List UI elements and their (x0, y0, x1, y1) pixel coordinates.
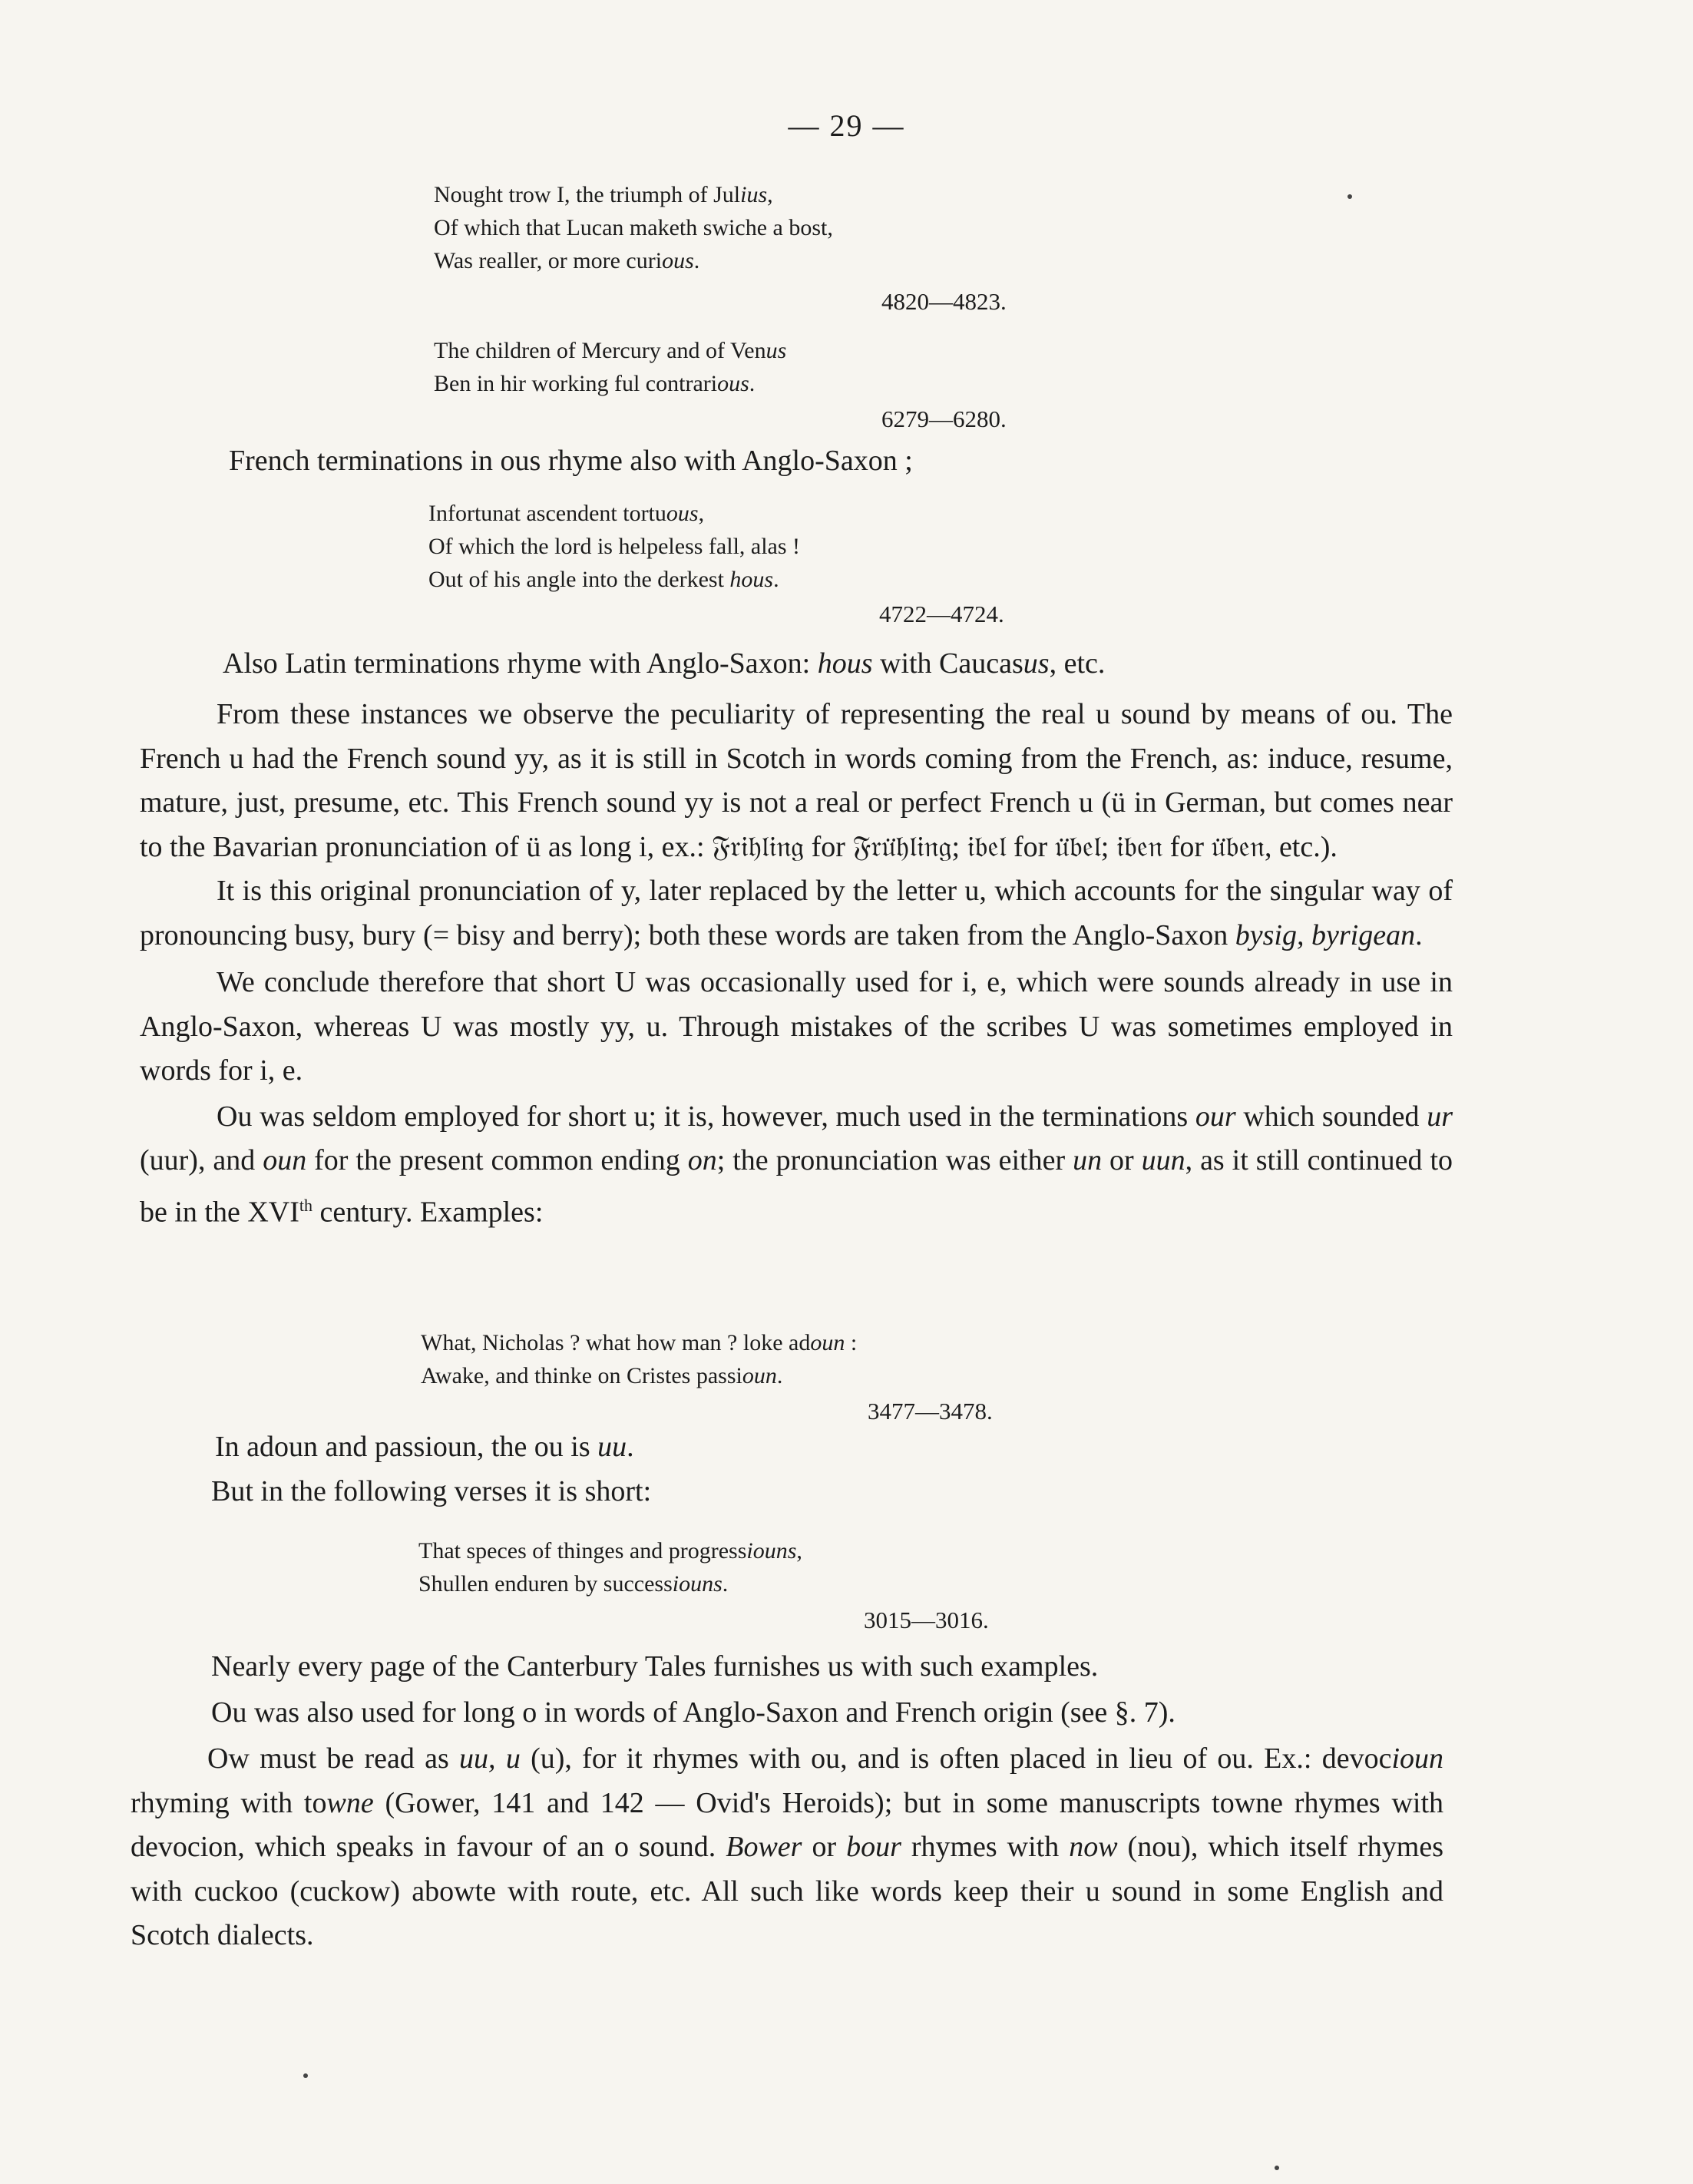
verse-block-4 (421, 1326, 857, 1392)
body-line: Ou was also used for long o in words of Anglo-Saxon and French origin (see §. 7). (211, 1696, 1176, 1729)
line-reference: 4820—4823. (881, 288, 1007, 315)
paragraph: From these instances we observe the peculiarity of representing the real u sound by means of ou. The French u had the French sound yy, as it is still in Scotch in words coming from the French, as: induce, resume, mature, just, presume, etc. This French sound yy is not a real or perfect French u (ü in German, but comes near to the Bavarian pronunciation of ü as long i, ex.: 𝔉𝔯𝔦𝔥𝔩𝔦𝔫𝔤 for 𝔉𝔯𝔲̈𝔥𝔩𝔦𝔫𝔤; 𝔦𝔟𝔢𝔩 for 𝔲̈𝔟𝔢𝔩; 𝔦𝔟𝔢𝔫 for 𝔲̈𝔟𝔢𝔫, etc.). (140, 698, 1453, 863)
body-text (140, 693, 1453, 1235)
verse-line: The children of Mercury and of Venus (434, 338, 787, 363)
paragraph: Ow must be read as uu, u (u), for it rhymes with ou, and is often placed in lieu of ou. Ex.: devocioun rhyming with towne (Gower, 141 and 142 — Ovid's Heroids); but in some manuscripts towne rhymes with devocion, which speaks in favour of an o sound. Bower or bour rhymes with now (nou), which itself rhymes with cuckoo (cuckow) abowte with route, etc. All such like words keep their u sound in some English and Scotch dialects. (131, 1742, 1444, 1951)
paragraph: Ou was seldom employed for short u; it is, however, much used in the terminations our which sounded ur (uur), and oun for the present common ending on; the pronunciation was either un or uun, as it still continued to be in the XVIth century. Examples: (140, 1100, 1453, 1229)
paragraph: It is this original pronunciation of y, later replaced by the letter u, which accounts for the singular way of pronouncing busy, bury (= bisy and berry); both these words are taken from the Anglo-Saxon bysig, byrigean. (140, 875, 1453, 951)
body-line: French terminations in ous rhyme also with Anglo-Saxon ; (229, 445, 913, 477)
body-line: Also Latin terminations rhyme with Anglo-Saxon: hous with Caucasus, etc. (223, 647, 1106, 680)
body-line: But in the following verses it is short: (211, 1475, 652, 1507)
body-line: Nearly every page of the Canterbury Tales furnishes us with such examples. (211, 1650, 1099, 1683)
verse-block-1 (434, 178, 833, 277)
line-reference: 3477—3478. (868, 1398, 993, 1425)
body-text (131, 1737, 1443, 1958)
page-number: — 29 — (788, 108, 905, 143)
verse-line: Of which that Lucan maketh swiche a bost, (434, 215, 833, 240)
verse-line: Was realler, or more curious. (434, 248, 700, 273)
verse-line: What, Nicholas ? what how man ? loke adoun : (421, 1330, 858, 1355)
verse-line: That speces of thinges and progressiouns, (418, 1538, 802, 1564)
verse-line: Nought trow I, the triumph of Julius, (434, 182, 773, 207)
line-reference: 6279—6280. (881, 405, 1007, 432)
paragraph: We conclude therefore that short U was occasionally used for i, e, which were sounds already in use in Anglo-Saxon, whereas U was mostly yy, u. Through mistakes of the scribes U was sometimes employed in words for i, e. (140, 966, 1453, 1087)
scan-speck (1275, 2166, 1279, 2170)
verse-block-3 (428, 497, 800, 596)
verse-line: Infortunat ascendent tortuous, (428, 501, 705, 526)
verse-block-2 (434, 334, 786, 400)
line-reference: 3015—3016. (864, 1607, 989, 1633)
verse-line: Awake, and thinke on Cristes passioun. (421, 1363, 783, 1388)
line-reference: 4722—4724. (879, 601, 1004, 627)
verse-line: Out of his angle into the derkest hous. (428, 567, 779, 592)
verse-line: Of which the lord is helpeless fall, alas ! (428, 534, 801, 559)
scan-speck (303, 2073, 308, 2078)
verse-line: Shullen enduren by successiouns. (418, 1571, 729, 1597)
verse-line: Ben in hir working ful contrarious. (434, 371, 756, 396)
verse-block-5 (418, 1534, 802, 1600)
scan-speck (1347, 194, 1352, 199)
body-line: In adoun and passioun, the ou is uu. (215, 1431, 634, 1463)
